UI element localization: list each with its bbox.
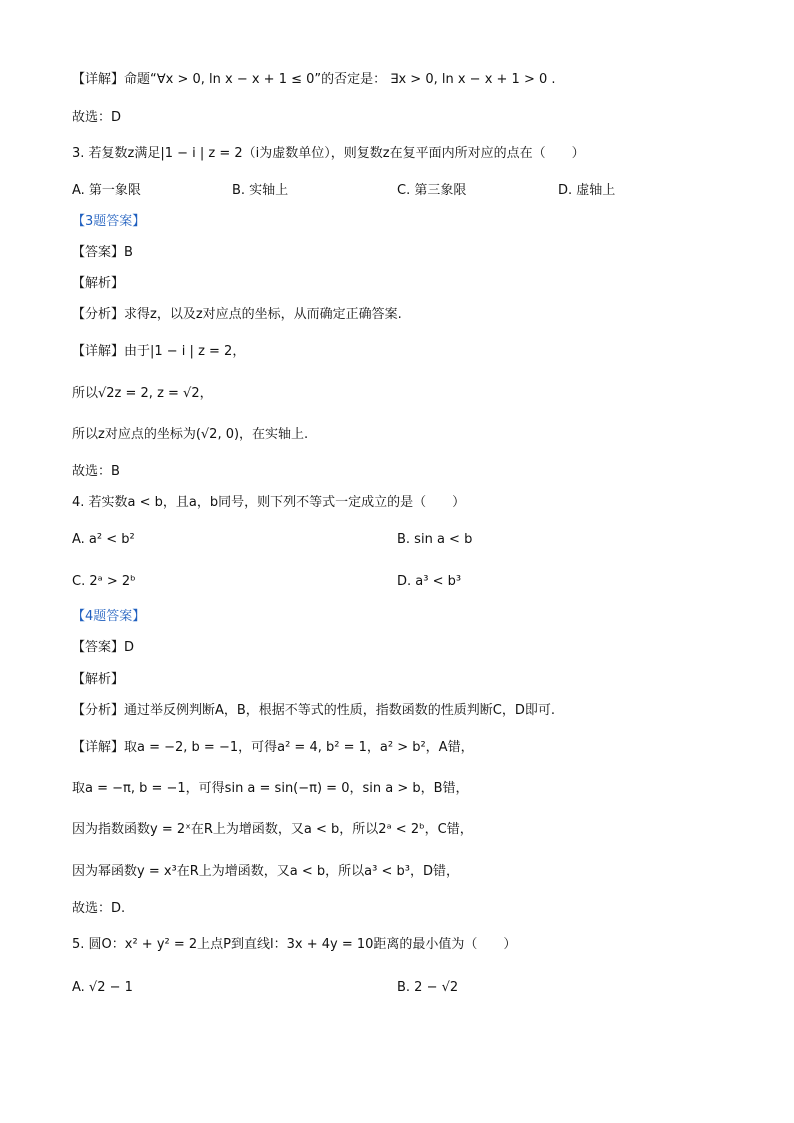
q3-answer: 【答案】B xyxy=(72,245,133,260)
q3-tag: 【3题答案】 xyxy=(72,214,146,229)
question-4: 4. 若实数a < b，且a，b同号，则下列不等式一定成立的是（ ） xyxy=(72,495,466,510)
question-5: 5. 圆O：x² + y² = 2上点P到直线l：3x + 4y = 10距离的最小值为（ ） xyxy=(72,937,517,952)
question-3: 3. 若复数z满足|1 − i | z = 2（i为虚数单位），则复数z在复平面内所对应的点在（ ） xyxy=(72,146,585,161)
q4-step-2: 因为指数函数y = 2ˣ在R上为增函数，又a < b，所以2ᵃ < 2ᵇ，C错， xyxy=(72,822,473,837)
q3-detail: 【详解】由于|1 − i | z = 2， xyxy=(72,344,246,359)
q3-jiexi: 【解析】 xyxy=(72,276,125,291)
q4-jiexi: 【解析】 xyxy=(72,672,125,687)
q3-choice: 故选：B xyxy=(72,464,120,479)
q3-step-2: 所以z对应点的坐标为(√2, 0)，在实轴上. xyxy=(72,427,309,442)
q4-step-3: 因为幂函数y = x³在R上为增函数，又a < b，所以a³ < b³，D错， xyxy=(72,864,459,879)
q4-choice: 故选：D. xyxy=(72,901,126,916)
q4-option-a: A. a² < b² xyxy=(72,532,135,547)
q4-analysis: 【分析】通过举反例判断A，B，根据不等式的性质，指数函数的性质判断C，D即可. xyxy=(72,703,556,718)
q5-option-b: B. 2 − √2 xyxy=(397,980,459,995)
q5-option-a: A. √2 − 1 xyxy=(72,980,133,995)
q4-step-1: 取a = −π, b = −1，可得sin a = sin(−π) = 0，sin a > b，B错， xyxy=(72,781,469,796)
q4-option-d: D. a³ < b³ xyxy=(397,574,462,589)
detail-line: 【详解】命题“∀x > 0, ln x − x + 1 ≤ 0”的否定是： ∃x > 0, ln x − x + 1 > 0 . xyxy=(72,72,556,87)
q4-detail: 【详解】取a = −2, b = −1，可得a² = 4, b² = 1，a² > b²，A错， xyxy=(72,740,474,755)
q4-tag: 【4题答案】 xyxy=(72,609,146,624)
choice-line: 故选：D xyxy=(72,110,122,125)
q3-option-b: B. 实轴上 xyxy=(232,183,289,198)
q3-option-a: A. 第一象限 xyxy=(72,183,141,198)
q3-option-d: D. 虚轴上 xyxy=(558,183,616,198)
q3-step-1: 所以√2z = 2, z = √2， xyxy=(72,386,213,401)
q4-answer: 【答案】D xyxy=(72,640,135,655)
q4-option-b: B. sin a < b xyxy=(397,532,473,547)
q3-option-c: C. 第三象限 xyxy=(397,183,467,198)
q3-analysis: 【分析】求得z，以及z对应点的坐标，从而确定正确答案. xyxy=(72,307,402,322)
q4-option-c: C. 2ᵃ > 2ᵇ xyxy=(72,574,136,589)
